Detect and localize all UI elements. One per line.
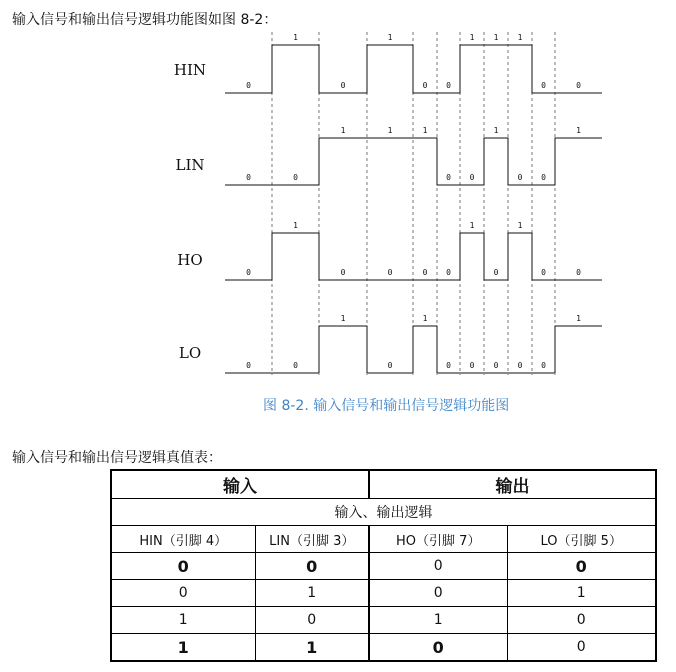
level-label: 1 — [576, 314, 581, 323]
table-row — [111, 580, 656, 607]
level-label: 0 — [340, 81, 346, 90]
level-label: 0 — [493, 268, 499, 277]
table-cell: 1 — [255, 634, 369, 662]
table-row — [111, 553, 656, 580]
level-label: 0 — [446, 81, 451, 90]
level-label: 0 — [541, 361, 546, 370]
level-label: 0 — [446, 361, 451, 370]
level-label: 1 — [517, 221, 523, 230]
level-label: 1 — [493, 33, 499, 42]
table-cell: 0 — [255, 553, 369, 580]
level-label: 0 — [576, 268, 581, 277]
level-label: 0 — [387, 268, 393, 277]
level-label: 0 — [293, 173, 298, 182]
level-label: 1 — [517, 33, 523, 42]
timing-diagram — [0, 30, 676, 390]
level-label: 1 — [387, 126, 393, 135]
level-label: 1 — [340, 314, 346, 323]
level-label: 0 — [493, 361, 499, 370]
level-label: 0 — [517, 173, 523, 182]
level-label: 0 — [387, 361, 393, 370]
level-label: 0 — [446, 268, 451, 277]
figure-caption: 图 8-2. 输入信号和输出信号逻辑功能图 — [263, 398, 510, 414]
table-cell: 1 — [111, 634, 255, 662]
signal-label-hin: HIN — [173, 61, 207, 79]
truth-table-intro: 输入信号和输出信号逻辑真值表： — [12, 450, 222, 466]
level-label: 1 — [387, 33, 393, 42]
table-cell: 0 — [507, 553, 656, 580]
level-label: 0 — [541, 268, 546, 277]
table-cell: 0 — [369, 553, 507, 580]
output-group-header: 输出 — [369, 470, 656, 499]
table-cell: 0 — [507, 634, 656, 662]
intro-text: 输入信号和输出信号逻辑功能图如图 8-2： — [12, 12, 278, 28]
level-label: 0 — [446, 173, 451, 182]
table-cell: 0 — [507, 607, 656, 634]
level-label: 1 — [422, 126, 428, 135]
col-header-lo: LO（引脚 5） — [507, 526, 656, 553]
signal-label-lo: LO — [178, 344, 202, 362]
table-cell: 0 — [369, 634, 507, 662]
table-cell: 1 — [111, 607, 255, 634]
level-label: 0 — [576, 81, 581, 90]
table-cell: 1 — [507, 580, 656, 607]
table-cell: 1 — [255, 580, 369, 607]
table-cell: 0 — [111, 580, 255, 607]
table-row — [111, 634, 656, 662]
level-label: 0 — [469, 173, 475, 182]
col-header-lin: LIN（引脚 3） — [255, 526, 369, 553]
table-row — [111, 607, 656, 634]
level-label: 0 — [340, 268, 346, 277]
level-label: 0 — [246, 268, 251, 277]
table-cell: 0 — [255, 607, 369, 634]
col-header-hin: HIN（引脚 4） — [111, 526, 255, 553]
level-label: 0 — [293, 361, 298, 370]
level-label: 0 — [246, 81, 251, 90]
input-group-header: 输入 — [111, 470, 369, 499]
truth-table — [110, 469, 657, 662]
signal-label-lin: LIN — [175, 156, 205, 174]
level-label: 0 — [517, 361, 523, 370]
level-label: 0 — [246, 361, 251, 370]
level-label: 1 — [493, 126, 499, 135]
level-label: 1 — [576, 126, 581, 135]
level-label: 1 — [422, 314, 428, 323]
level-label: 0 — [422, 268, 428, 277]
table-cell: 0 — [369, 580, 507, 607]
table-cell: 0 — [111, 553, 255, 580]
level-label: 0 — [246, 173, 251, 182]
signal-label-ho: HO — [177, 251, 203, 269]
level-label: 0 — [469, 361, 475, 370]
level-label: 1 — [469, 221, 475, 230]
table-cell: 1 — [369, 607, 507, 634]
level-label: 1 — [293, 221, 298, 230]
level-label: 0 — [541, 81, 546, 90]
level-label: 1 — [340, 126, 346, 135]
level-label: 0 — [541, 173, 546, 182]
logic-subheader: 输入、输出逻辑 — [111, 499, 656, 526]
level-label: 1 — [293, 33, 298, 42]
level-label: 1 — [469, 33, 475, 42]
col-header-ho: HO（引脚 7） — [369, 526, 507, 553]
level-label: 0 — [422, 81, 428, 90]
